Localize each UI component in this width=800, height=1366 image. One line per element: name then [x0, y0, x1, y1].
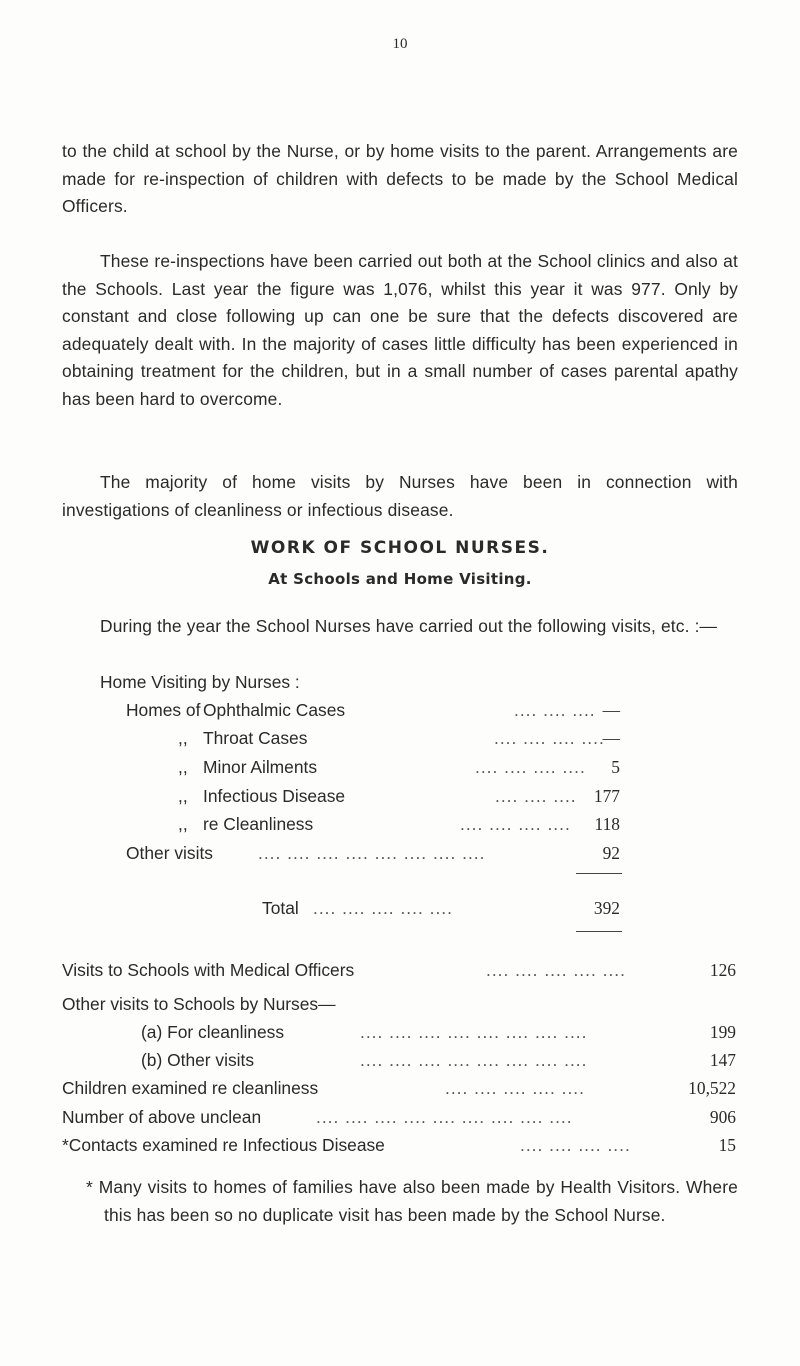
row-dots: .... .... .... .... .... .... .... ....	[360, 1050, 588, 1070]
total-value: 392	[593, 898, 620, 918]
row-label: Other visits	[126, 843, 213, 863]
row-dots: .... .... .... .... ....	[486, 960, 626, 980]
paragraph-3: The majority of home visits by Nurses have been in connection with investigations of cleanliness or infectious disease.	[62, 472, 738, 520]
total-label: Total	[262, 898, 299, 918]
total-dots: .... .... .... .... ....	[313, 898, 453, 918]
row-dots: .... .... .... ....	[475, 757, 586, 777]
row-value: 92	[602, 843, 620, 863]
row-label: (a) For cleanliness	[141, 1022, 285, 1042]
row-label: Ophthalmic Cases	[203, 700, 346, 720]
row-value: 906	[709, 1107, 736, 1127]
row-label: Number of above unclean	[62, 1107, 262, 1127]
row-prefix: Homes of	[126, 700, 201, 720]
paragraph-2: These re-inspections have been carried out both at the School clinics and also at the Schools. Last year the figure was 1,076, whilst this year it was 977. Only by constant and close following up can one be sure that the defects discovered are adequately dealt with. In the majority of cases little difficulty has been experienced in obtaining treatment for the children, but in a small number of cases parental apathy has been hard to overcome.	[62, 251, 738, 409]
row-value: 118	[594, 814, 620, 834]
row-value: 177	[593, 786, 620, 806]
row-value: 199	[709, 1022, 736, 1042]
row-dots: .... .... .... .... .... .... .... ....	[258, 843, 486, 863]
row-dots: .... .... .... .... .... .... .... .... ....	[316, 1107, 573, 1127]
row-dots: .... .... ....	[514, 700, 596, 720]
section-subtitle: At Schools and Home Visiting.	[268, 570, 532, 588]
row-label: re Cleanliness	[203, 814, 314, 834]
section-title: WORK OF SCHOOL NURSES.	[250, 538, 550, 558]
total-rule	[576, 931, 622, 932]
row-value: —	[602, 728, 620, 748]
row-dots: .... .... .... ....	[494, 728, 605, 748]
row-dots: .... .... .... ....	[520, 1135, 631, 1155]
nurses-visits-label: Other visits to Schools by Nurses—	[62, 994, 336, 1014]
row-dots: .... .... .... ....	[460, 814, 571, 834]
row-value: 126	[709, 960, 736, 980]
row-prefix: ,,	[178, 814, 188, 834]
paragraph-1: to the child at school by the Nurse, or by home visits to the parent. Arrangements are made for re-inspection of children with defects to be made by the School Medical Officers.	[62, 141, 738, 217]
row-value: 147	[709, 1050, 736, 1070]
footnote: * Many visits to homes of families have also been made by Health Visitors. Where this has been so no duplicate visit has been made by the School Nurse.	[86, 1177, 738, 1225]
row-label: Infectious Disease	[203, 786, 346, 806]
row-dots: .... .... .... .... .... .... .... ....	[360, 1022, 588, 1042]
intro-paragraph: During the year the School Nurses have carried out the following visits, etc. :—	[100, 616, 718, 636]
home-visiting-label: Home Visiting by Nurses :	[100, 672, 300, 692]
row-dots: .... .... ....	[495, 786, 577, 806]
row-dots: .... .... .... .... ....	[445, 1078, 585, 1098]
row-prefix: ,,	[178, 757, 188, 777]
row-prefix: ,,	[178, 786, 188, 806]
page-number: 10	[392, 36, 408, 52]
row-label: Children examined re cleanliness	[62, 1078, 319, 1098]
row-value: 15	[718, 1135, 736, 1155]
row-label: Throat Cases	[203, 728, 308, 748]
row-prefix: ,,	[178, 728, 188, 748]
subtotal-rule	[576, 873, 622, 874]
row-label: Minor Ailments	[203, 757, 318, 777]
row-value: 5	[611, 757, 620, 777]
row-label: (b) Other visits	[141, 1050, 255, 1070]
row-value: —	[602, 700, 620, 720]
row-label: Visits to Schools with Medical Officers	[62, 960, 355, 980]
row-value: 10,522	[688, 1078, 736, 1098]
row-label: *Contacts examined re Infectious Disease	[62, 1135, 385, 1155]
